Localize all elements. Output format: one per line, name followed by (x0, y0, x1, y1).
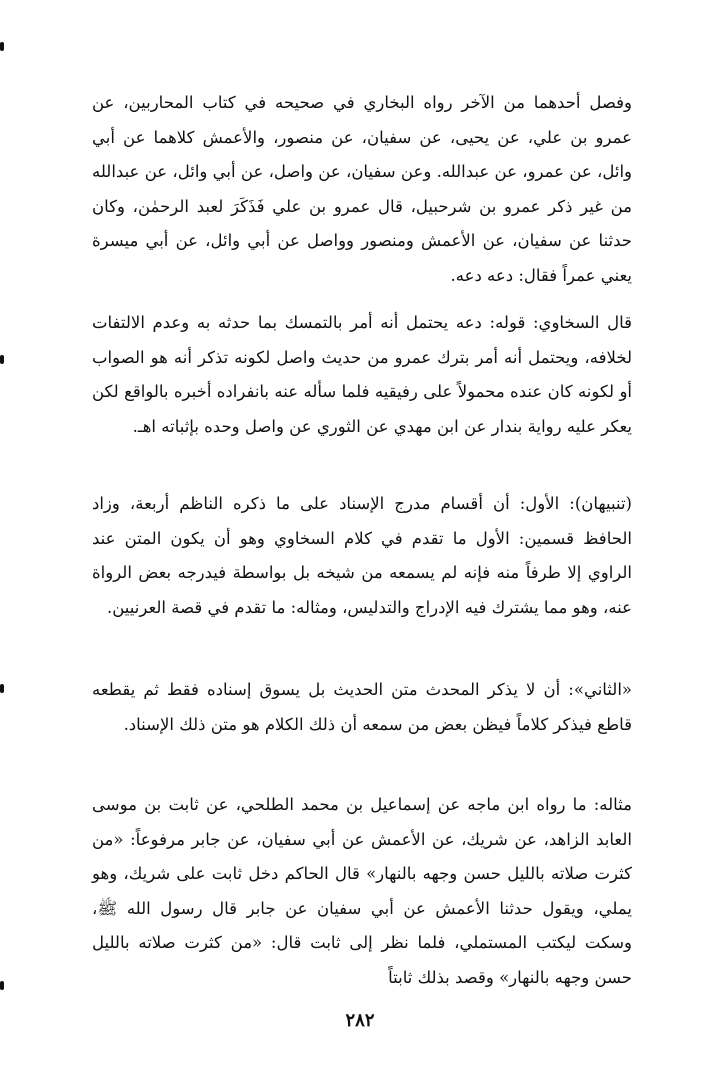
margin-mark (0, 981, 4, 990)
page-number: ٢٨٢ (345, 1010, 375, 1031)
paragraph-text: «الثاني»: أن لا يذكر المحدث متن الحديث بل يسوق إسناده فقط ثم يقطعه قاطع فيذكر كلاماً فيظن بعض من سمعه أن ذلك الكلام هو متن ذلك الإسناد. (92, 680, 632, 734)
paragraph-text: قال السخاوي: قوله: دعه يحتمل أنه أمر بالتمسك بما حدثه به وعدم الالتفات لخلافه، ويحتمل أنه أمر بترك عمرو من حديث واصل لكونه تذكر أنه هو الصواب أو لكونه كان عنده محمولاً على رفيقيه فلما سأله عنه بانفراده أخبره بالواقع لكن يعكر عليه رواية بندار عن ابن مهدي عن الثوري عن واصل وحده بإثباته اهـ. (92, 313, 632, 436)
paragraph-second-type (92, 673, 632, 742)
paragraph-two-notes (92, 487, 632, 625)
margin-mark (0, 684, 4, 693)
paragraph-text: مثاله: ما رواه ابن ماجه عن إسماعيل بن محمد الطلحي، عن ثابت بن موسى العابد الزاهد، عن شريك، عن الأعمش عن أبي سفيان، عن جابر مرفوعاً: «من كثرت صلاته بالليل حسن وجهه بالنهار» قال الحاكم دخل ثابت على شريك، وهو يملي، ويقول حدثنا الأعمش عن أبي سفيان عن جابر قال رسول الله ﷺ، وسكت ليكتب المستملي، فلما نظر إلى ثابت قال: «من كثرت صلاته بالليل حسن وجهه بالنهار» وقصد بذلك ثابتاً (92, 795, 632, 987)
paragraph-sakhawi-comment (92, 306, 632, 444)
paragraph-text: (تنبيهان): الأول: أن أقسام مدرج الإسناد على ما ذكره الناظم أربعة، وزاد الحافظ قسمين: الأول ما تقدم في كلام السخاوي وهو أن يكون المتن عند الراوي إلا طرفاً منه فإنه لم يسمعه من شيخه بل بواسطة فيدرجه بعض الرواة عنه، وهو مما يشترك فيه الإدراج والتدليس، ومثاله: ما تقدم في قصة العرنيين. (92, 494, 632, 617)
margin-mark (0, 355, 4, 364)
paragraph-text: وفصل أحدهما من الآخر رواه البخاري في صحيحه في كتاب المحاربين، عن عمرو بن علي، عن يحيى، عن سفيان، عن منصور، والأعمش كلاهما عن أبي وائل، عن عمرو، عن عبدالله. وعن سفيان، عن واصل، عن أبي وائل، عن عبدالله من غير ذكر عمرو بن شرحبيل، قال عمرو بن علي فَذَكَرَ لعبد الرحمٰن، وكان حدثنا عن سفيان، عن الأعمش ومنصور وواصل عن أبي وائل، عن أبي ميسرة يعني عمراً فقال: دعه دعه. (92, 93, 632, 285)
paragraph-example (92, 788, 632, 995)
paragraph-bukhari-narration (92, 86, 632, 293)
margin-mark (0, 42, 4, 51)
